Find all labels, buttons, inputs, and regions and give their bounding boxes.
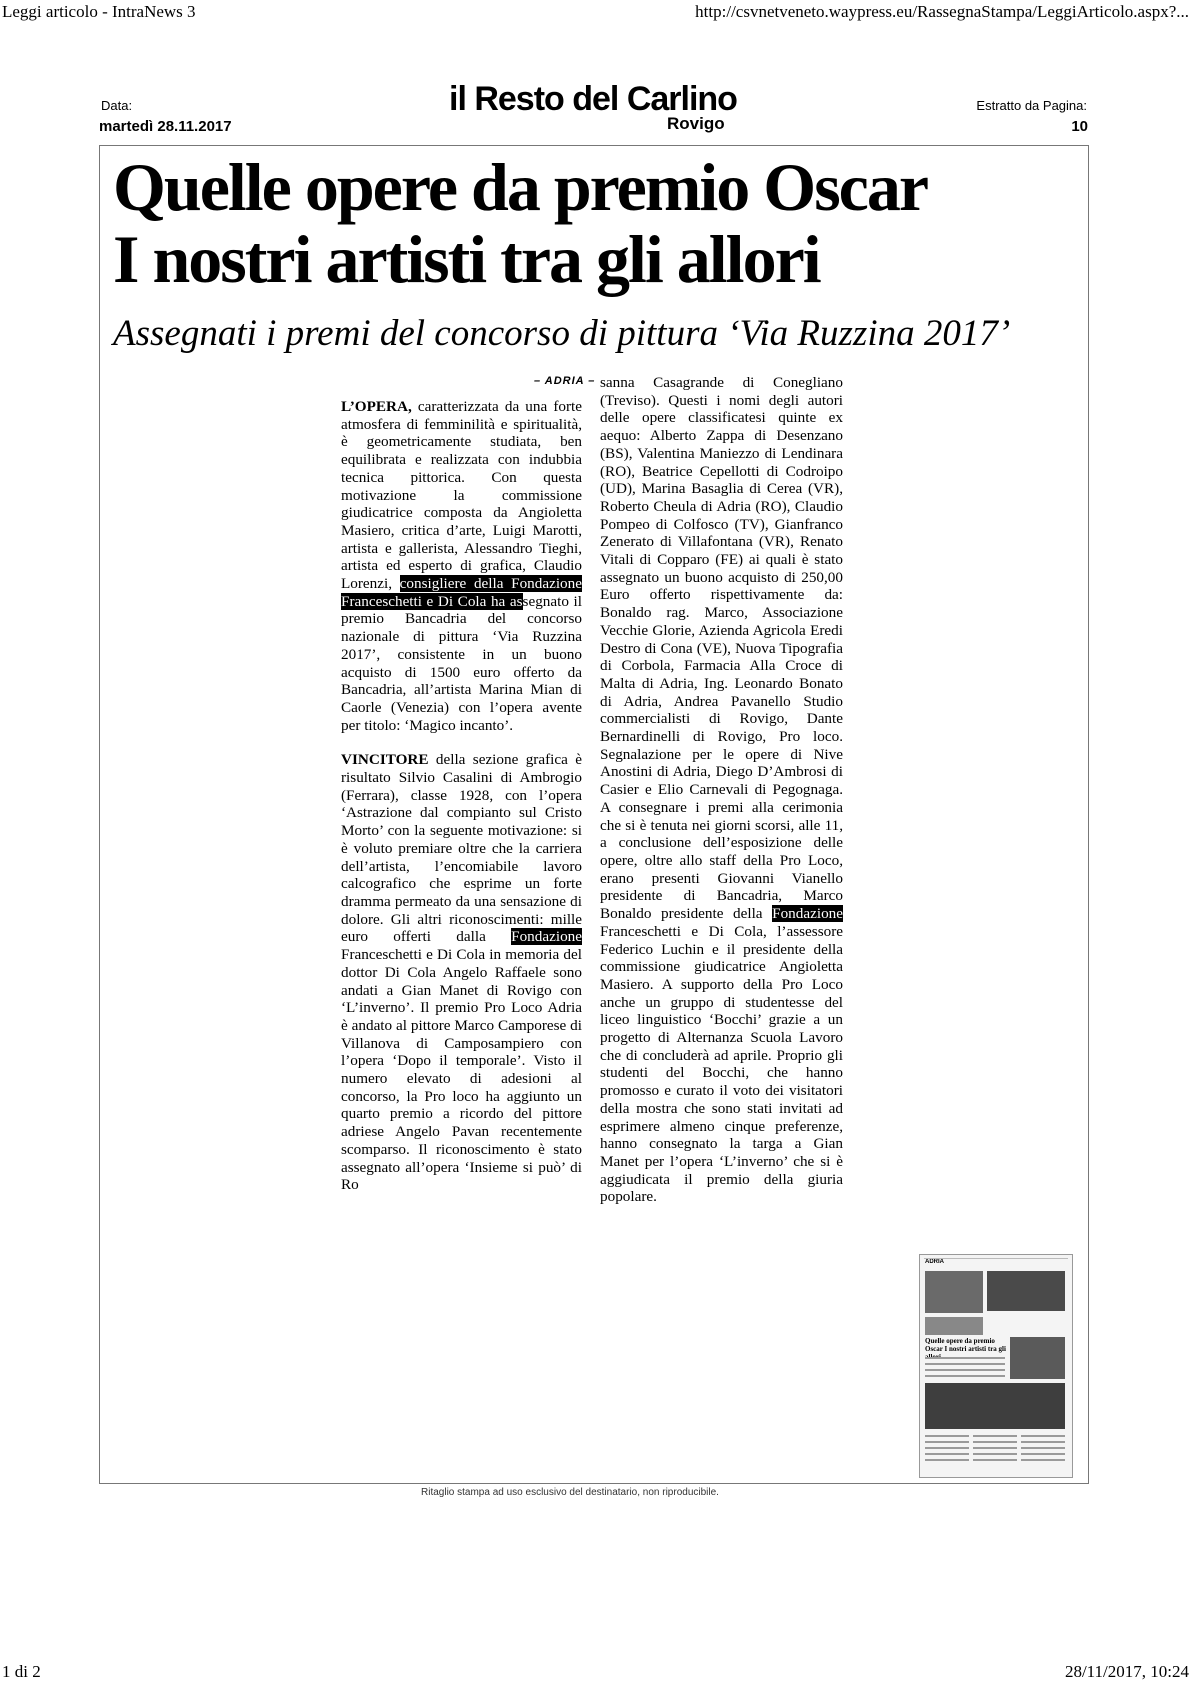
thumbnail-text-line (1021, 1441, 1065, 1443)
paragraph-text: segnato il premio Bancadria del concorso nazionale di pittura ‘Via Ruzzina 2017’, consistente in un buono acquisto di 1500 euro offerto da Bancadria, all’artista Marina Mian di Caorle (Venezia) con l’opera avente per titolo: ‘Magico incanto’. (341, 592, 582, 734)
thumbnail-text-line (925, 1441, 969, 1443)
paragraph-text: Franceschetti e Di Cola, l’assessore Federico Luchin e il presidente della commissione giudicatrice Angioletta Masiero. A supporto della Pro Loco anche un gruppo di studentesse del liceo linguistico ‘Bocchi’ grazie a un progetto di Alternanza Scuola Lavoro che di concluderà ad aprile. Proprio gli studenti del Bocchi, che hanno promosso e curato il voto dei visitatori della mostra che sono stati invitati ad esprimere almeno cinque preferenze, hanno consegnato la targa a Gian Manet per l’opera ‘L’inverno’ che si è aggiudicata il premio della giuria popolare. (600, 922, 843, 1206)
browser-url[interactable]: http://csvnetveneto.waypress.eu/RassegnaStampa/LeggiArticolo.aspx?... (695, 2, 1189, 21)
print-datetime: 28/11/2017, 10:24 (1064, 1662, 1189, 1681)
highlighted-text: consigliere della Fondazione Franceschetti e Di Cola ha as (341, 575, 582, 610)
thumbnail-text-line (1021, 1435, 1065, 1437)
paragraph (341, 751, 582, 1194)
thumbnail-photo (925, 1271, 983, 1313)
highlighted-text: Fondazione (772, 905, 843, 923)
paragraph (341, 398, 582, 734)
thumbnail-text-line (973, 1453, 1017, 1455)
thumbnail-text-line (1021, 1459, 1065, 1461)
thumbnail-photo (987, 1271, 1065, 1311)
thumbnail-photo (1010, 1337, 1065, 1379)
paragraph-lead: L’OPERA, (341, 398, 412, 415)
highlighted-text: Fondazione (511, 928, 582, 946)
article-column-2 (600, 374, 843, 1223)
page-indicator: 1 di 2 (2, 1662, 41, 1681)
page-thumbnail (919, 1254, 1073, 1478)
headline-line-1: Quelle opere da premio Oscar (113, 149, 928, 225)
page-label: Estratto da Pagina: (976, 98, 1087, 113)
newspaper-masthead: il Resto del Carlino (449, 80, 737, 118)
thumbnail-text-line (1021, 1453, 1065, 1455)
thumbnail-photo (925, 1383, 1065, 1429)
subheadline: Assegnati i premi del concorso di pittura ‘Via Ruzzina 2017’ (113, 313, 1011, 354)
thumbnail-text-line (1021, 1447, 1065, 1449)
newspaper-edition: Rovigo (667, 114, 725, 133)
thumbnail-text-line (925, 1459, 969, 1461)
thumbnail-text-line (973, 1441, 1017, 1443)
paragraph-text: Franceschetti e Di Cola in memoria del dottor Di Cola Angelo Raffaele sono andati a Gian Manet di Rovigo con ‘L’inverno’. Il premio Pro Loco Adria è andato al pittore Marco Camporese di Villanova di Camposampiero con l’opera ‘Dopo il temporale’. Visto il numero elevato di adesioni al concorso, la Pro loco ha aggiunto un quarto premio a ricordo del pittore adriese Angelo Pavan recentemente scomparso. Il riconoscimento è stato assegnato all’opera ‘Insieme si può’ di Ro (341, 946, 582, 1194)
thumbnail-text-line (925, 1447, 969, 1449)
thumbnail-section: ADRIA (925, 1259, 944, 1265)
thumbnail-text-line (973, 1447, 1017, 1449)
headline-line-2: I nostri artisti tra gli allori (113, 221, 820, 297)
copyright-note: Ritaglio stampa ad uso esclusivo del destinatario, non riproducibile. (421, 1487, 719, 1498)
thumbnail-text-line (925, 1375, 1005, 1377)
paragraph-text: della sezione grafica è risultato Silvio Casalini di Ambrogio (Ferrara), classe 1928, con l’opera ‘Astrazione dal compianto sul Cristo Morto’ con la seguente motivazione: si è voluto premiare oltre che la carriera dell’artista, l’encomiabile lavoro calcografico che esprime un forte dramma permeato da una sensazione di dolore. Gli altri riconoscimenti: mille euro offerti dalla (341, 751, 582, 946)
thumbnail-text-line (973, 1435, 1017, 1437)
thumbnail-rule (924, 1258, 1068, 1259)
paragraph (600, 374, 843, 1206)
date-value: martedì 28.11.2017 (99, 118, 232, 135)
date-label: Data: (101, 98, 133, 113)
thumbnail-text-line (925, 1453, 969, 1455)
paragraph-text: caratterizzata da una forte atmosfera di femminilità e spiritualità, è geometricamente studiata, ben equilibrata e realizzata con indubbia tecnica pittorica. Con questa motivazione la commissione giudicatrice composta da Angioletta Masiero, critica d’arte, Luigi Marotti, artista e gallerista, Alessandro Tieghi, artista ed esperto di grafica, Claudio Lorenzi, (341, 398, 582, 593)
thumbnail-headline: Quelle opere da premio Oscar I nostri artisti tra gli (925, 1337, 1006, 1353)
paragraph-text: sanna Casagrande di Conegliano (Treviso). Questi i nomi degli autori delle opere classificatesi quinte ex aequo: Alberto Zappa di Desenzano (BS), Valentina Maniezzo di Lendinara (RO), Beatrice Cepellotti di Codroipo (UD), Marina Basaglia di Cerea (VR), Roberto Cheula di Adria (RO), Claudio Pompeo di Colfosco (TV), Gianfranco Zenerato di Villafontana (VR), Renato Vitali di Copparo (FE) ai quali è stato assegnato un buono acquisto di 250,00 Euro offerto rispettivamente da: Bonaldo rag. Marco, Associazione Vecchie Glorie, Azienda Agricola Eredi Destro di Cona (VE), Nuova Tipografia di Corbola, Farmacia Alla Croce di Malta di Adria, Ing. Leonardo Bonato di Adria, Andrea Pavanello Studio commercialisti di Rovigo, Dante Bernardinelli di Rovigo, Pro loco. Segnalazione per le opere di Nive Anostini di Adria, Diego D’Ambrosi di Casier e Elio Carnevali di Pegognaga. A consegnare i premi alla cerimonia che si è tenuta nei giorni scorsi, alle 11, a conclusione dell’esposizione delle opere, oltre allo staff della Pro Loco, erano presenti Giovanni Vianello presidente di Bancadria, Marco Bonaldo presidente della (600, 374, 843, 923)
dateline: – ADRIA – (534, 375, 596, 387)
thumbnail-text-line (925, 1357, 1005, 1359)
thumbnail-text-line (973, 1459, 1017, 1461)
thumbnail-photo (925, 1317, 983, 1335)
thumbnail-text-line (925, 1363, 1005, 1365)
article-column-1 (341, 398, 582, 1211)
thumbnail-text-line (925, 1435, 969, 1437)
paragraph-lead: VINCITORE (341, 751, 429, 769)
thumbnail-text-line (925, 1369, 1005, 1371)
page-value: 10 (1071, 118, 1088, 135)
browser-tab-title: Leggi articolo - IntraNews 3 (2, 2, 196, 21)
